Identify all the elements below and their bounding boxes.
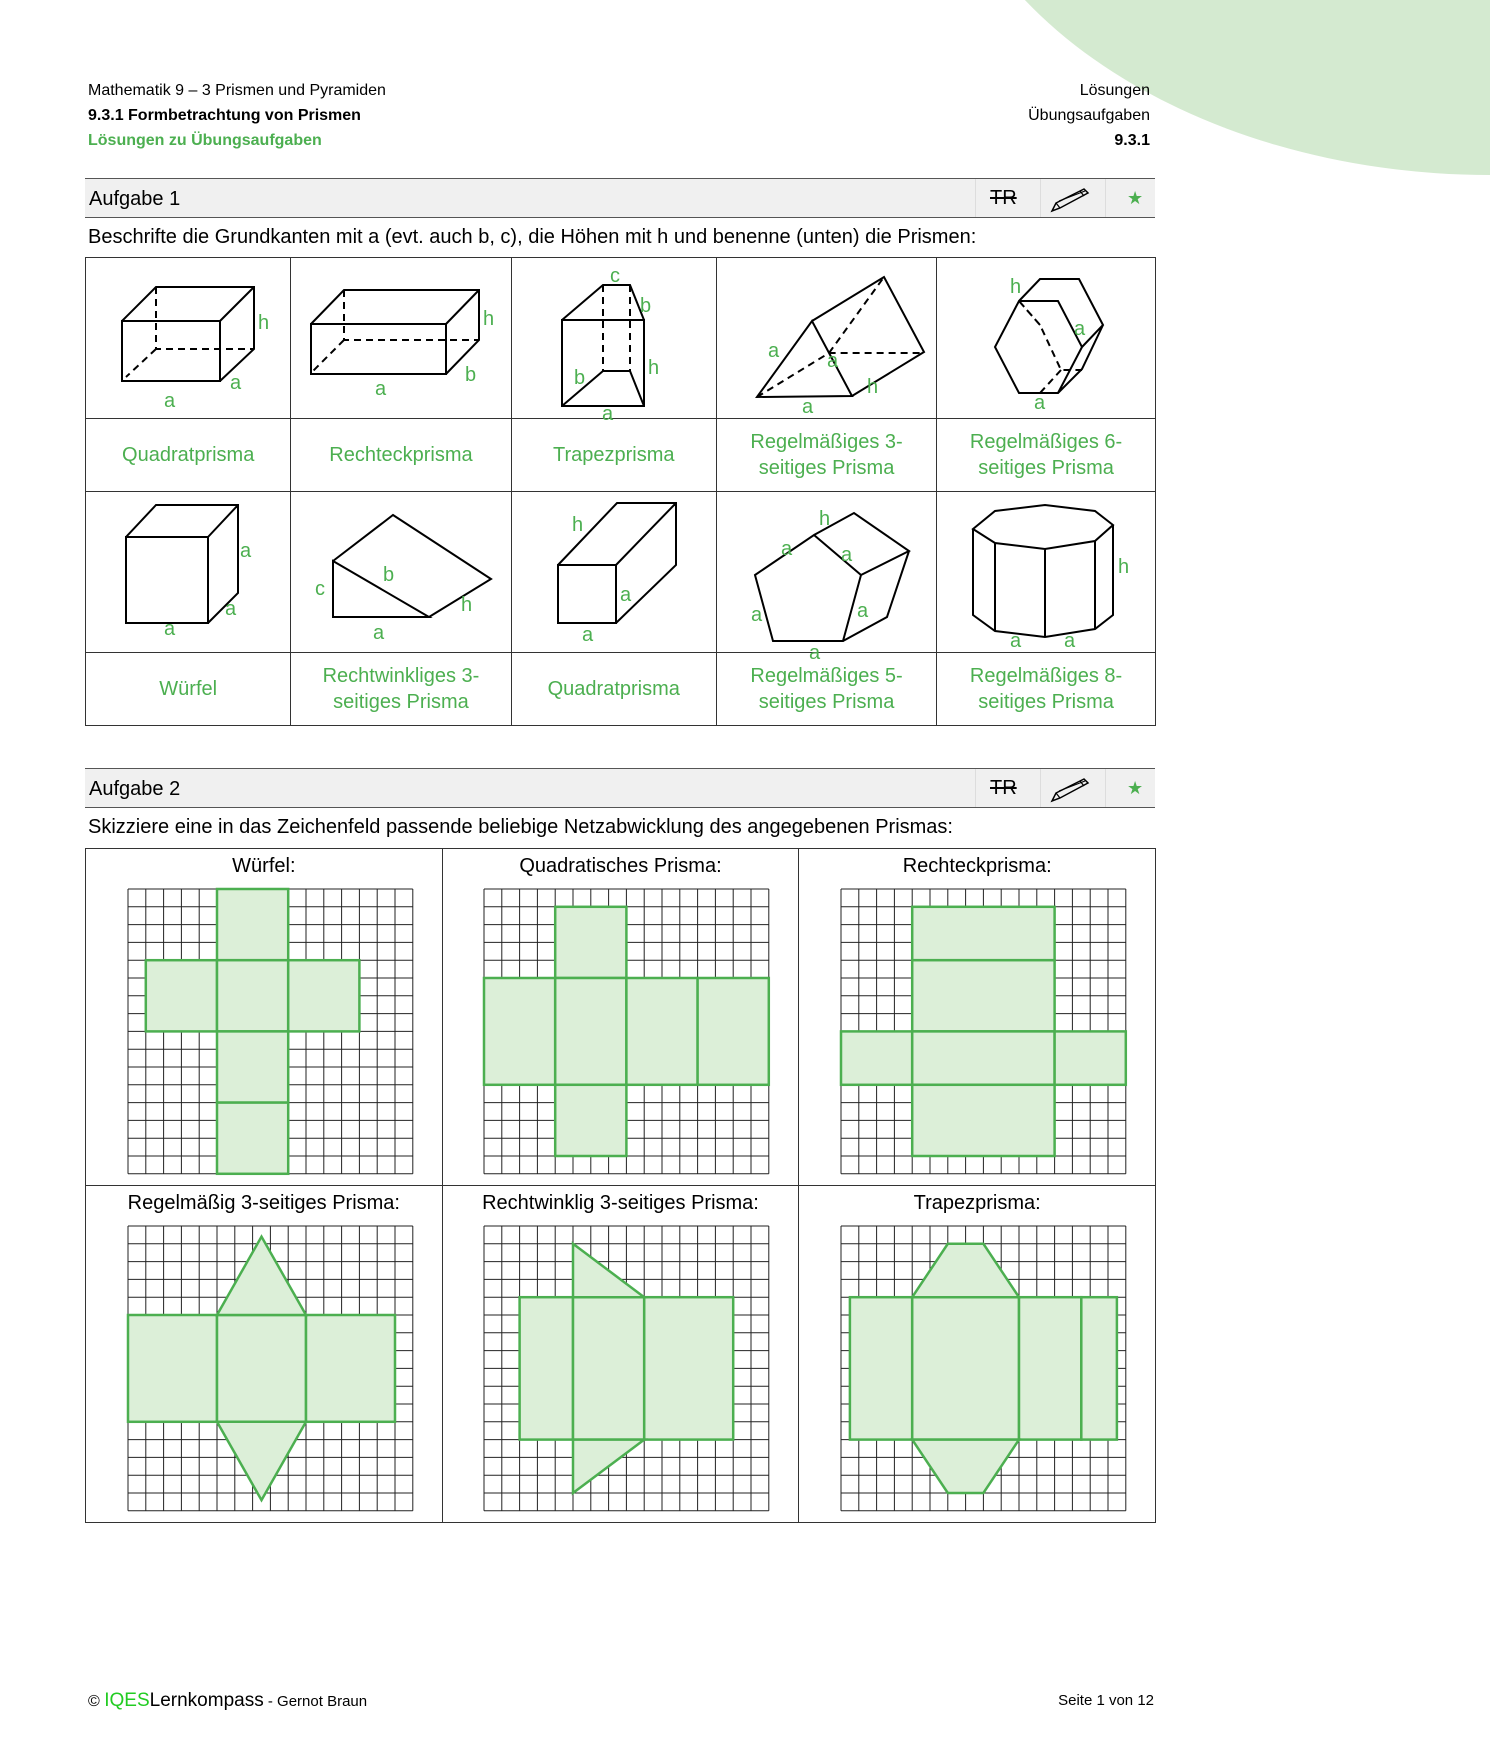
prism-name: Regelmäßiges 3-seitiges Prisma: [716, 419, 936, 492]
task1-instruction: Beschrifte die Grundkanten mit a (evt. auch b, c), die Höhen mit h und benenne (unten) die Prismen:: [88, 226, 977, 248]
net-face: [912, 907, 1054, 960]
drawing-grid[interactable]: [470, 885, 770, 1175]
net-face: [627, 978, 698, 1085]
figure-cell: [291, 258, 511, 419]
edge-label: a: [619, 584, 631, 606]
net-label: Rechtwinklig 3-seitiges Prisma:: [482, 1192, 759, 1214]
net-face: [698, 978, 769, 1085]
hexagonal-prism-figure: [946, 263, 1146, 413]
course-title: Mathematik 9 – 3 Prismen und Pyramiden: [88, 82, 386, 99]
net-face: [850, 1297, 912, 1439]
edge-label: a: [164, 618, 176, 640]
edge-label: b: [464, 364, 477, 386]
brand-iqes: IQES: [104, 1690, 150, 1711]
task2-title: Aufgabe 2: [89, 778, 181, 800]
edge-label: a: [1010, 630, 1022, 652]
net-cell: [86, 1186, 443, 1523]
edge-label: h: [482, 308, 495, 330]
net-face: [645, 1297, 734, 1439]
edge-label: h: [258, 312, 270, 334]
edge-label: a: [840, 544, 852, 566]
prism-name: Quadratprisma: [511, 653, 716, 726]
net-cell: [799, 1186, 1156, 1523]
edge-label: a: [601, 403, 613, 425]
net-face: [912, 960, 1054, 1031]
net-face: [288, 960, 359, 1031]
net-face: [128, 1315, 217, 1422]
net-base-face: [912, 1244, 1019, 1297]
divider: [975, 769, 976, 807]
edge-label: h: [1010, 276, 1022, 298]
divider: [1040, 179, 1041, 217]
star-icon: ★: [1127, 188, 1144, 208]
net-face: [484, 978, 555, 1085]
divider: [1105, 769, 1106, 807]
edge-label: a: [750, 604, 762, 626]
net-face: [520, 1297, 573, 1439]
net-face: [217, 960, 288, 1031]
prism-name: Regelmäßiges 5-seitiges Prisma: [716, 653, 936, 726]
prism-name: Rechteckprisma: [291, 419, 511, 492]
edge-label: a: [1034, 392, 1046, 414]
prism-name: Würfel: [86, 653, 291, 726]
net-face: [1081, 1297, 1117, 1439]
figure-cell: [937, 492, 1156, 653]
net-cell: [442, 1186, 799, 1523]
figure-cell: [716, 258, 936, 419]
task1-title: Aufgabe 1: [89, 188, 181, 210]
net-face: [217, 889, 288, 960]
task2-instruction: Skizziere eine in das Zeichenfeld passende beliebige Netzabwicklung des angegebenen Prismas:: [88, 816, 953, 838]
header-right-line2: Übungsaufgaben: [1028, 107, 1150, 124]
net-cell: [86, 849, 443, 1186]
edge-label: b: [382, 564, 395, 586]
edge-label: h: [866, 376, 878, 398]
author: - Gernot Braun: [263, 1693, 368, 1710]
net-face: [217, 1315, 306, 1422]
edge-label: h: [460, 594, 473, 616]
square-prism-figure: [514, 497, 714, 647]
footer: [88, 1690, 367, 1712]
page-number: Seite 1 von 12: [1058, 1692, 1154, 1709]
pentagonal-prism-figure: [727, 497, 927, 664]
net-face: [1055, 1031, 1126, 1084]
divider: [1040, 769, 1041, 807]
net-face: [912, 1297, 1019, 1439]
task2-header: [85, 768, 1155, 808]
rectangular-prism-figure: [301, 263, 501, 413]
net-face: [841, 1031, 912, 1084]
net-face: [556, 978, 627, 1085]
no-calculator-icon: TR: [990, 777, 1017, 799]
net-cell: [799, 849, 1156, 1186]
edge-label: h: [818, 508, 830, 530]
net-face: [146, 960, 217, 1031]
net-face: [306, 1315, 395, 1422]
drawing-grid[interactable]: [827, 885, 1127, 1175]
net-face: [217, 1031, 288, 1102]
edge-label: a: [581, 624, 593, 646]
edge-label: a: [1074, 318, 1086, 340]
edge-label: a: [826, 350, 838, 372]
edge-label: a: [225, 598, 237, 620]
figure-cell: [716, 492, 936, 664]
task1-header: [85, 178, 1155, 218]
drawing-grid[interactable]: [470, 1222, 770, 1512]
trapezoid-prism-figure: [514, 258, 714, 425]
figure-cell: [86, 492, 291, 653]
header-right: [1028, 78, 1150, 153]
net-label: Rechteckprisma:: [902, 855, 1052, 877]
edge-label: a: [374, 378, 387, 400]
net-label: Regelmäßig 3-seitiges Prisma:: [127, 1192, 400, 1214]
net-face: [556, 1085, 627, 1156]
edge-label: a: [230, 372, 242, 394]
triangular-prism-figure: [727, 263, 927, 418]
edge-label: a: [372, 622, 385, 644]
star-icon: ★: [1127, 778, 1144, 798]
subtitle: Lösungen zu Übungsaufgaben: [88, 132, 322, 149]
task2-table: [85, 848, 1156, 1523]
drawing-grid[interactable]: [114, 1222, 414, 1512]
prism-name: Quadratprisma: [86, 419, 291, 492]
edge-label: a: [1064, 630, 1076, 652]
edge-label: b: [573, 367, 585, 389]
brand-lernkompass: Lernkompass: [149, 1690, 264, 1711]
drawing-grid[interactable]: [827, 1222, 1127, 1512]
prism-name: Rechtwinkliges 3-seitiges Prisma: [291, 653, 511, 726]
figure-cell: [937, 258, 1156, 419]
prism-name: Trapezprisma: [511, 419, 716, 492]
net-face: [1019, 1297, 1081, 1439]
net-face: [573, 1297, 644, 1439]
section-title: 9.3.1 Formbetrachtung von Prismen: [88, 107, 361, 124]
edge-label: a: [767, 340, 779, 362]
header-right-line1: Lösungen: [1079, 82, 1150, 99]
header-corner-decoration: [930, 0, 1490, 175]
net-face: [912, 1085, 1054, 1156]
net-face: [912, 1031, 1054, 1084]
figure-cell: [86, 258, 291, 419]
no-calculator-icon: TR: [990, 187, 1017, 209]
edge-label: h: [647, 357, 659, 379]
figure-cell: [291, 492, 511, 653]
edge-label: a: [240, 540, 252, 562]
net-label: Trapezprisma:: [913, 1192, 1041, 1214]
edge-label: a: [780, 538, 792, 560]
pencil-icon: [1050, 187, 1092, 218]
net-label: Würfel:: [232, 855, 296, 877]
figure-cell: [511, 258, 716, 425]
drawing-grid[interactable]: [114, 885, 414, 1175]
quadratic-prism-figure: [88, 263, 288, 413]
net-face: [217, 1103, 288, 1174]
net-face: [556, 907, 627, 978]
edge-label: a: [856, 600, 868, 622]
edge-label: c: [609, 265, 620, 287]
edge-label: h: [1118, 556, 1130, 578]
figure-cell: [511, 492, 716, 653]
prism-name: Regelmäßiges 6-seitiges Prisma: [937, 419, 1156, 492]
net-base-face: [217, 1237, 306, 1315]
octagonal-prism-figure: [946, 497, 1146, 652]
divider: [975, 179, 976, 217]
right-triangular-prism-figure: [301, 497, 501, 647]
edge-label: a: [801, 396, 813, 418]
net-cell: [442, 849, 799, 1186]
edge-label: b: [639, 295, 651, 317]
header-right-number: 9.3.1: [1114, 132, 1150, 149]
edge-label: c: [314, 578, 325, 600]
cube-figure: [88, 497, 288, 647]
copyright-icon: ©: [88, 1693, 100, 1710]
net-base-face: [912, 1440, 1019, 1493]
edge-label: h: [571, 514, 583, 536]
edge-label: a: [808, 642, 820, 664]
pencil-icon: [1050, 777, 1092, 808]
prism-name: Regelmäßiges 8-seitiges Prisma: [937, 653, 1156, 726]
task1-table: [85, 257, 1156, 726]
header-left: [88, 78, 386, 153]
divider: [1105, 179, 1106, 217]
net-label: Quadratisches Prisma:: [519, 855, 722, 877]
edge-label: a: [164, 390, 176, 412]
net-base-face: [217, 1422, 306, 1500]
